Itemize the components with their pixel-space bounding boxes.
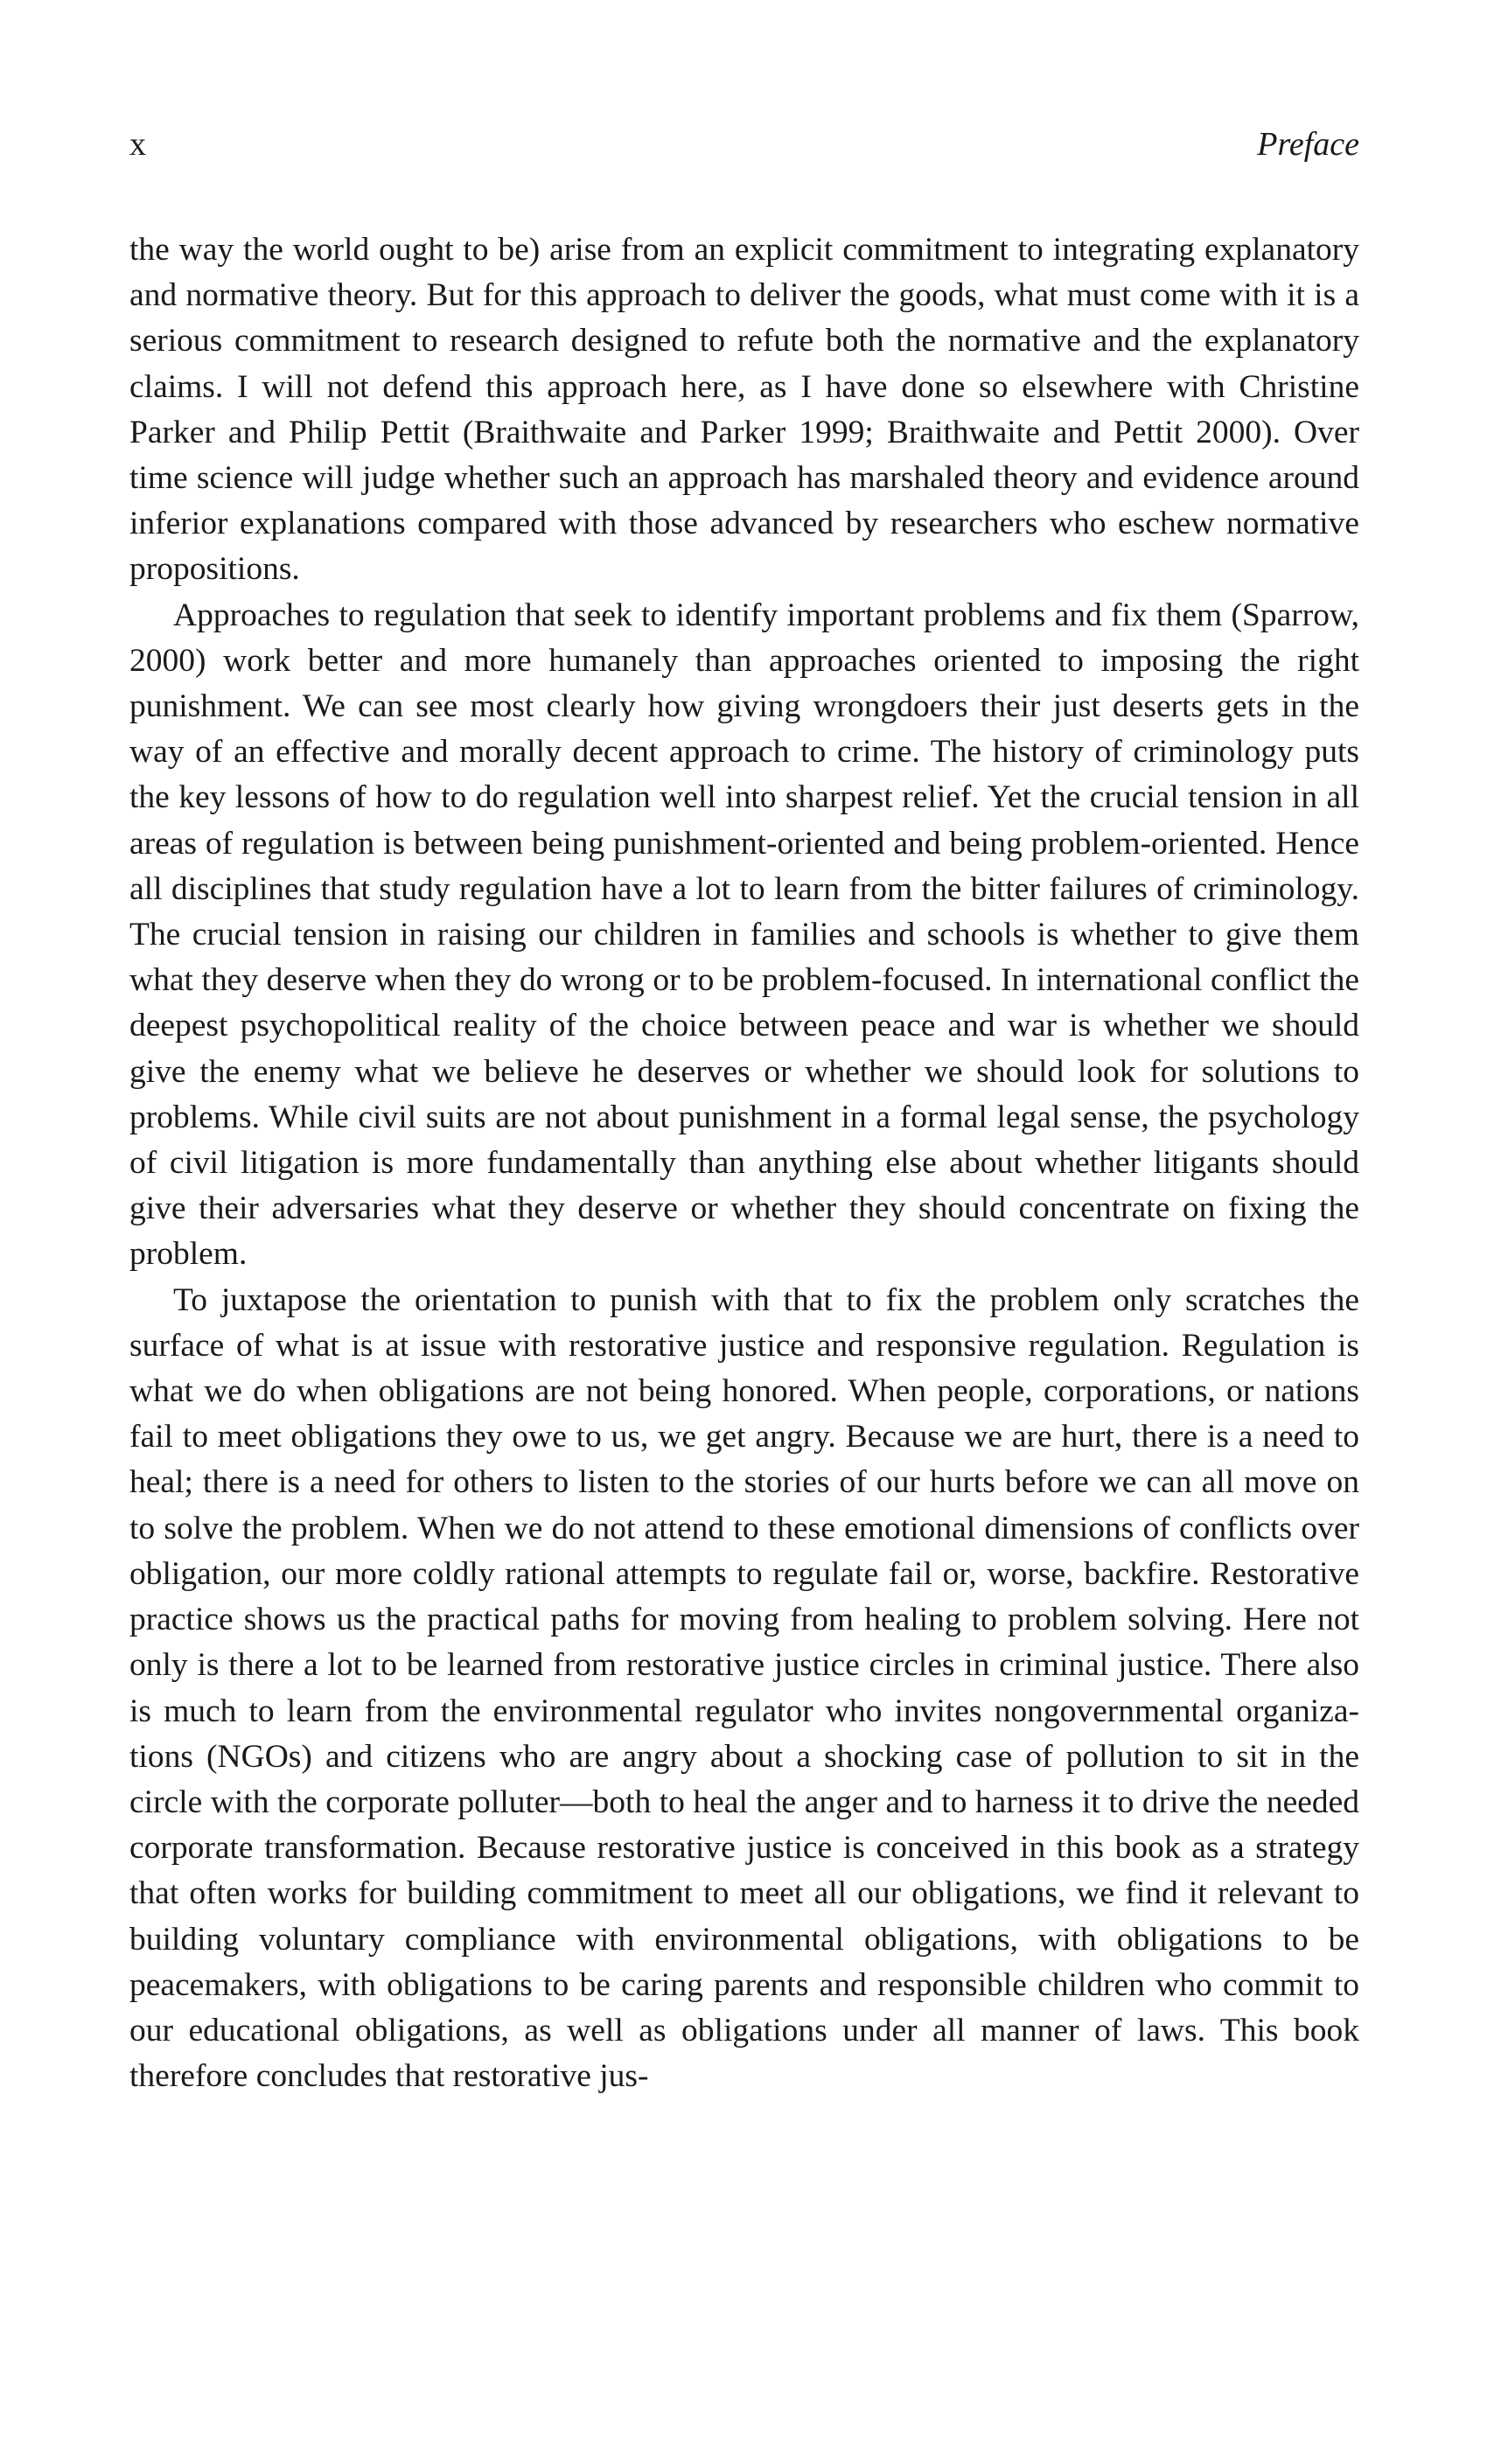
- running-head: [129, 122, 1359, 166]
- section-title: Preface: [1257, 126, 1359, 163]
- body-text: [129, 227, 1359, 2099]
- page-number: x: [129, 126, 146, 163]
- paragraph-continued: the way the world ought to be) arise from an explicit commitment to integrating explanatory and normative theory. But for this approach to deliver the goods, what must come with it is a serious commitment to research designed to refute both the normative and the explanatory claims. I will not defend this approach here, as I have done so elsewhere with Christine Parker and Philip Pettit (Braithwaite and Parker 1999; Braithwaite and Pettit 2000). Over time science will judge whether such an approach has marshaled theory and evidence around inferior explanations compared with those advanced by researchers who eschew normative propositions.: [129, 232, 1359, 588]
- paragraph-regulation-approaches: Approaches to regulation that seek to identify important problems and fix them (Sparrow, 2000) work better and more humanely than approaches oriented to imposing the right punishment. We can see most clearly how giving wrongdoers their just deserts gets in the way of an effective and morally decent approach to crime. The history of criminology puts the key lessons of how to do regulation well into sharpest relief. Yet the crucial tension in all areas of regulation is between being punishment-oriented and being problem-oriented. Hence all disciplines that study regulation have a lot to learn from the bitter failures of criminology. The crucial tension in raising our children in families and schools is whether to give them what they deserve when they do wrong or to be problem-focused. In international conflict the deepest psychopolitical reality of the choice between peace and war is whether we should give the enemy what we believe he deserves or whether we should look for solutions to problems. While civil suits are not about punishment in a formal legal sense, the psychology of civil litigation is more fundamentally than anything else about whether litigants should give their adversaries what they deserve or whether they should concentrate on fixing the problem.: [129, 597, 1359, 1273]
- paragraph-punish-vs-fix: To juxtapose the orientation to punish with that to fix the problem only scratches the surface of what is at issue with restorative justice and responsive regulation. Regulation is what we do when obligations are not being honored. When people, corporations, or nations fail to meet obligations they owe to us, we get angry. Because we are hurt, there is a need to heal; there is a need for others to listen to the stories of our hurts before we can all move on to solve the problem. When we do not attend to these emotional dimensions of conflicts over obligation, our more coldly rational attempts to regulate fail or, worse, backfire. Restorative practice shows us the practical paths for moving from healing to problem solving. Here not only is there a lot to be learned from restorative justice circles in criminal justice. There also is much to learn from the environmental regulator who invites nongovernmental organizations (NGOs) and citizens who are angry about a shocking case of pollution to sit in the circle with the corporate polluter—both to heal the anger and to harness it to drive the needed corporate transformation. Because restorative justice is conceived in this book as a strategy that often works for building commitment to meet all our obligations, we find it relevant to building voluntary compliance with environmental obligations, with obligations to be peacemakers, with obligations to be caring parents and responsible children who commit to our educational obligations, as well as obligations under all manner of laws. This book therefore concludes that restorative jus-: [129, 1281, 1359, 2095]
